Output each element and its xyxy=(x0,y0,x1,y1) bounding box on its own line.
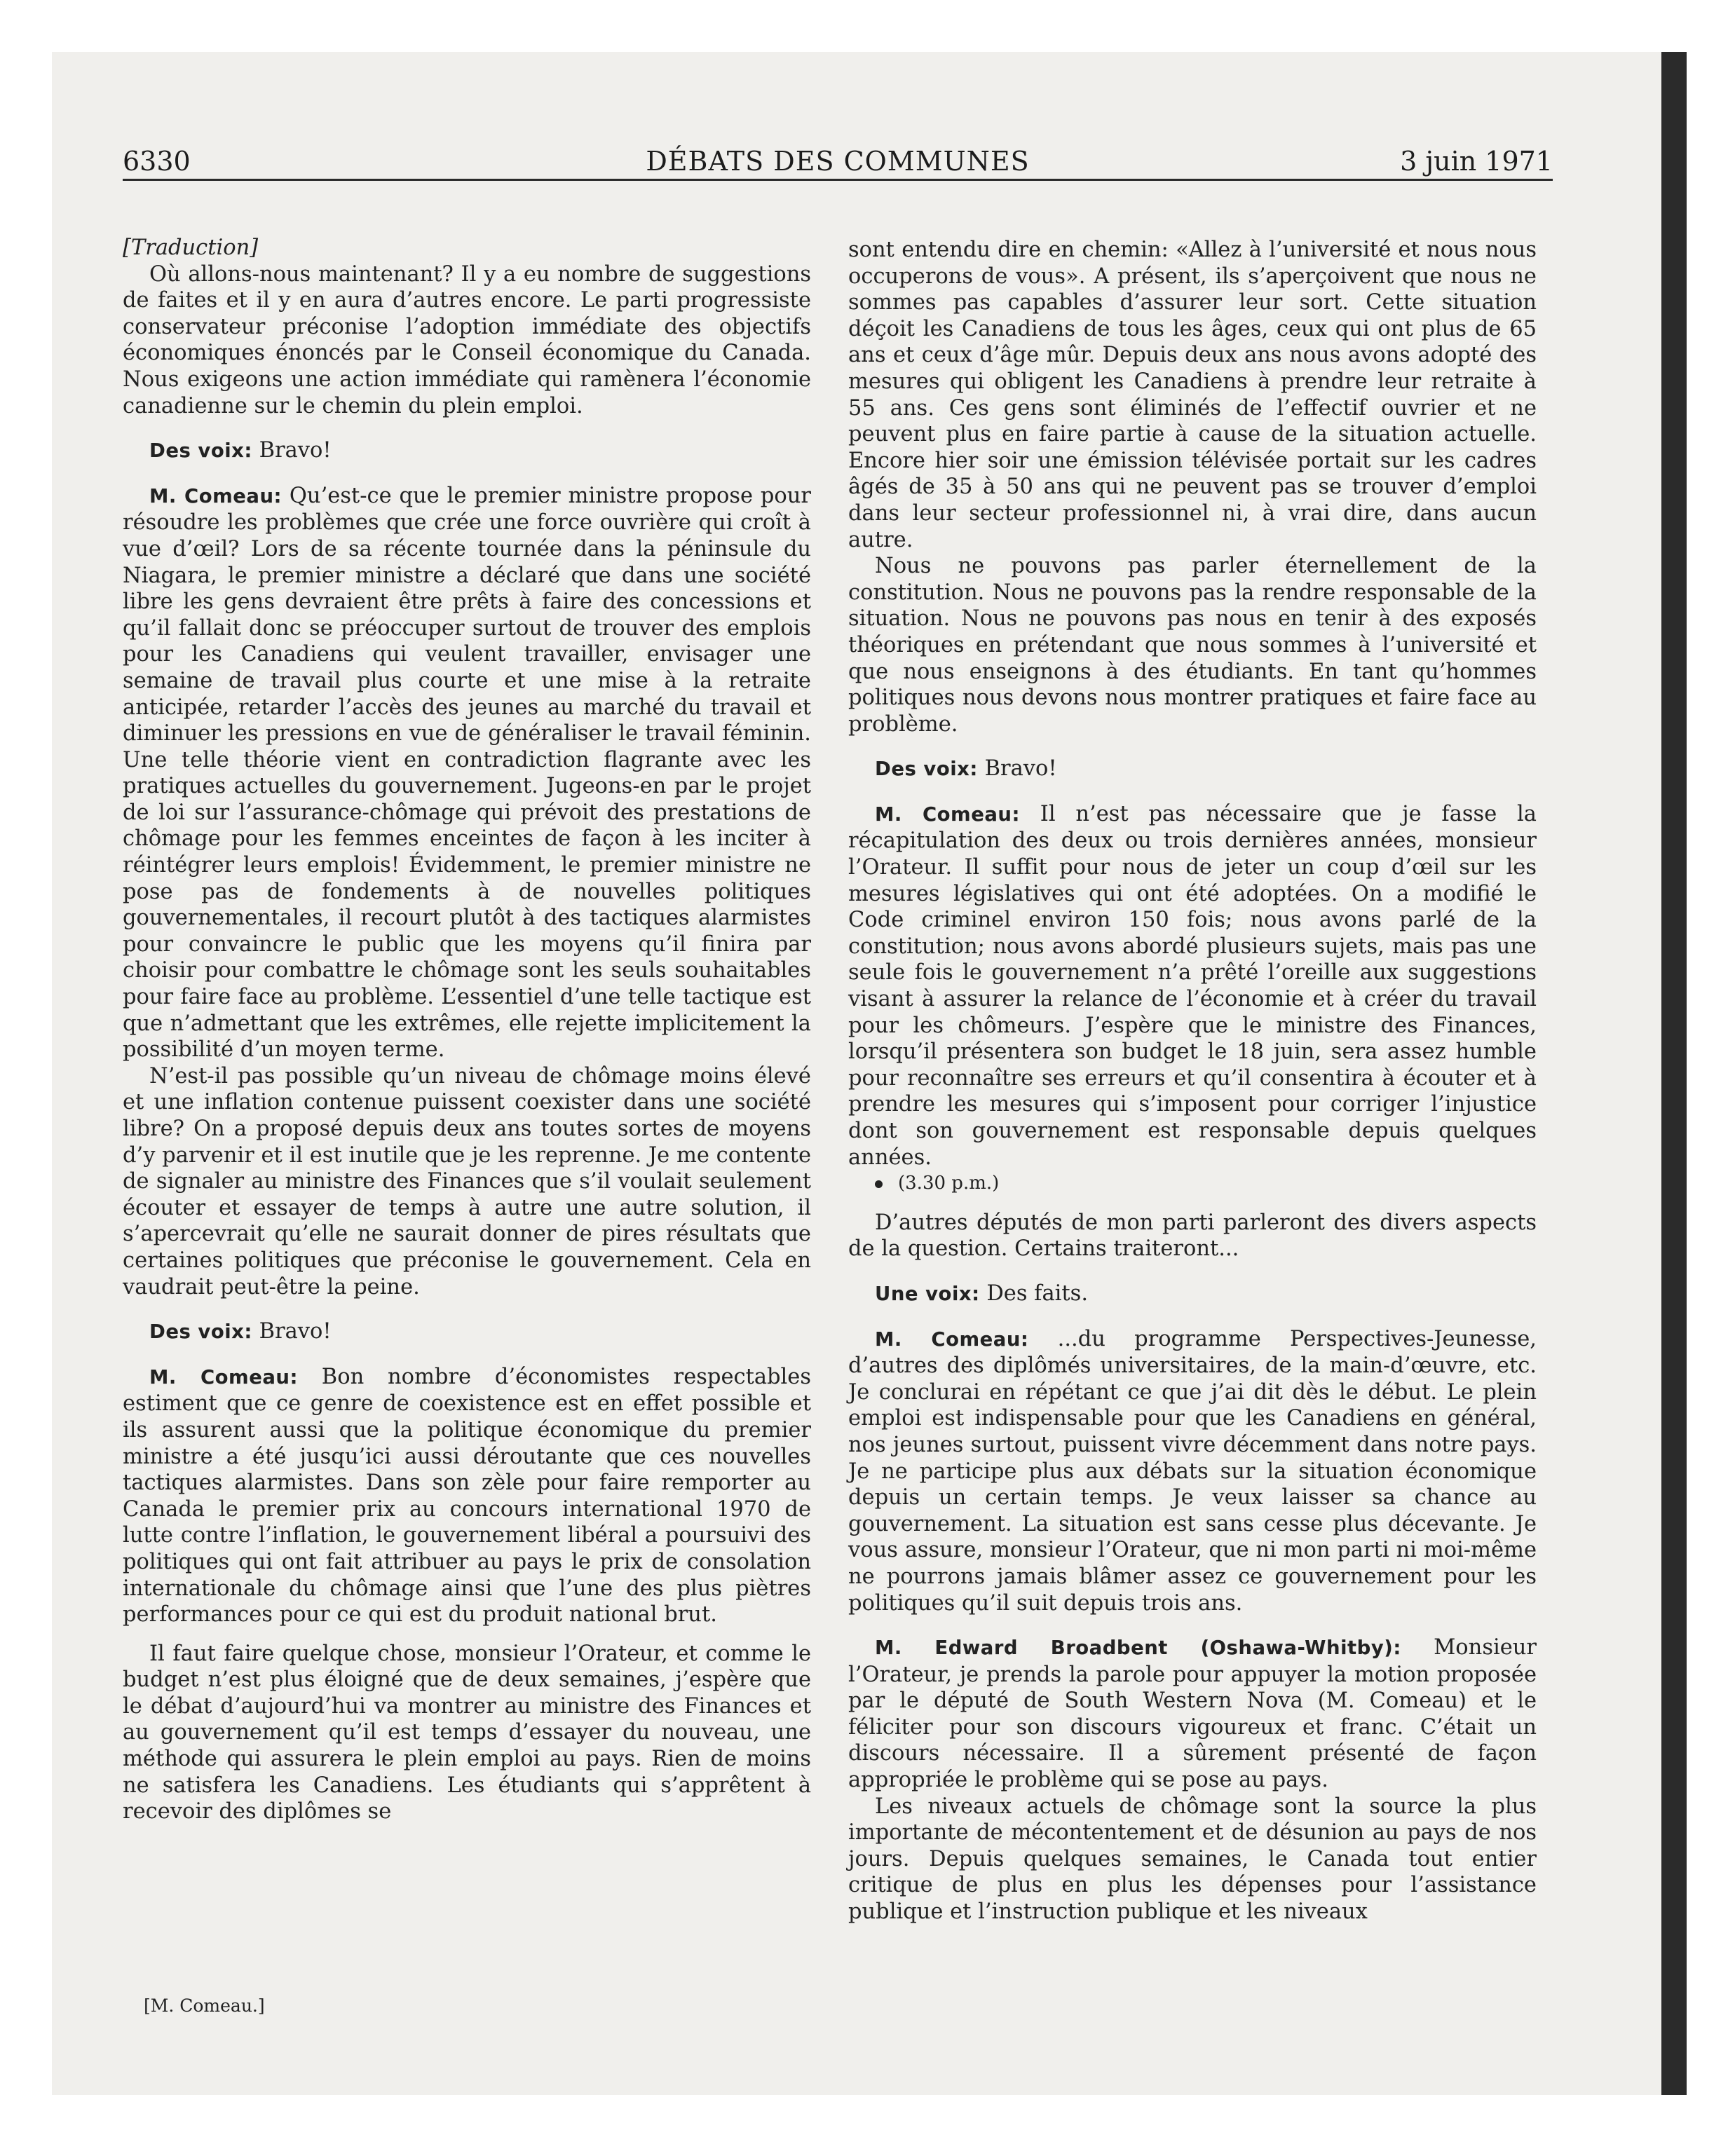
speech xyxy=(848,1635,1537,1794)
left-column xyxy=(123,235,811,1825)
interjection xyxy=(123,1318,811,1346)
right-column xyxy=(848,237,1537,1925)
speaker-name: M. Edward Broadbent (Oshawa-Whitby): xyxy=(875,1637,1401,1660)
speech xyxy=(123,483,811,1063)
interjection xyxy=(848,756,1537,783)
paragraph: Il faut faire quelque chose, monsieur l’Orateur, et comme le budget n’est plus éloigné que de deux semaines, j’espère que le débat d’aujourd’hui va montrer au ministre des Finances et au gouvernement qu’il est temps d’essayer du nouveau, une méthode qui assurera le plein emploi au pays. Rien de moins ne satisfera les Canadiens. Les étudiants qui s’apprêtent à recevoir des diplômes se xyxy=(123,1641,811,1824)
speaker-name: Une voix: xyxy=(875,1282,980,1305)
speech-text: Il n’est pas nécessaire que je fasse la récapitulation des deux ou trois dernières années, monsieur l’Orateur. Il suffit pour nous de jeter un coup d’œil sur les mesures législatives qui ont été adoptées. On a modifié le Code criminel environ 150 fois; nous avons parlé de la constitution; nous avons abordé plusieurs sujets, mais pas une seule fois le gouvernement n’a prêté l’oreille aux suggestions visant à assurer la relance de l’économie et à créer du travail pour les chômeurs. J’espère que le ministre des Finances, lorsqu’il présentera son budget le 18 juin, sera assez humble pour reconnaître ses erreurs et qu’il consentira à écouter et à prendre les mesures qui s’imposent pour corriger l’injustice dont son gouvernement est responsable depuis quelques années. xyxy=(848,801,1537,1170)
page-header xyxy=(123,146,1553,181)
speaker-name: M. Comeau: xyxy=(149,1365,298,1389)
publication-date: 3 juin 1971 xyxy=(1400,146,1553,177)
interjection-text: Des faits. xyxy=(986,1281,1089,1306)
header-rule xyxy=(123,179,1553,181)
scan-edge-shadow xyxy=(1661,52,1687,2095)
interjection-text: Bravo! xyxy=(259,438,332,463)
speech xyxy=(848,1326,1537,1617)
speech-text: Bon nombre d’économistes respectables estiment que ce genre de coexistence est en effet possible et ils assurent aussi que la politique économique du premier ministre a été jusqu’ici aussi déroutante que ces nouvelles tactiques alarmistes. Dans son zèle pour faire remporter au Canada le premier prix au concours international 1970 de lutte contre l’inflation, le gouvernement libéral a poursuivi des politiques qui ont fait attribuer au pays le prix de consolation internationale du chômage ainsi que l’une des plus piètres performances pour ce qui est du produit national brut. xyxy=(123,1364,812,1628)
speech-text: Qu’est-ce que le premier ministre propose pour résoudre les problèmes que crée une force ouvrière qui croît à vue d’œil? Lors de sa récente tournée dans la péninsule du Niagara, le premier ministre a déclaré que dans une société libre les gens devraient être prêts à faire des concessions et qu’il fallait donc se préoccuper surtout de trouver des emplois pour les Canadiens qui veulent travailler, envisager une semaine de travail plus courte et une mise à la retraite anticipée, retarder l’accès des jeunes au marché du travail et diminuer les pressions en vue de généraliser le travail féminin. Une telle théorie vient en contradiction flagrante avec les pratiques actuelles du gouvernement. Jugeons-en par le projet de loi sur l’assurance-chômage qui prévoit des prestations de chômage pour les femmes enceintes de façon à les inciter à réintégrer leurs emplois! Évidemment, le premier ministre ne pose pas de fondements à de nouvelles politiques gouvernementales, il recourt plutôt à des tactiques alarmistes pour convaincre le public que les moyens qu’il finira par choisir pour combattre le chômage sont les seuls souhaitables pour faire face au problème. L’essentiel d’une telle tactique est que n’admettant que les extrêmes, elle rejette implicitement la possibilité d’un moyen terme. xyxy=(123,483,812,1063)
translation-tag: [Traduction] xyxy=(123,236,259,260)
speaker-name: Des voix: xyxy=(149,439,252,463)
paragraph: N’est-il pas possible qu’un niveau de chômage moins élevé et une inflation contenue puissent coexister dans une société libre? On a proposé depuis deux ans toutes sortes de moyens d’y parvenir et il est inutile que je les reprenne. Je me contente de signaler au ministre des Finances que s’il voulait seulement écouter et essayer de temps à autre une autre solution, il s’apercevrait qu’elle ne saurait donner de pires résultats que certaines politiques que préconise le gouvernement. Cela en vaudrait peut-être la peine. xyxy=(123,1063,811,1299)
speaker-name: Des voix: xyxy=(149,1321,252,1344)
interjection-text: Bravo! xyxy=(984,756,1057,782)
interjection-text: Bravo! xyxy=(259,1319,332,1344)
page-number: 6330 xyxy=(123,146,191,177)
speech xyxy=(123,1364,811,1628)
paragraph: sont entendu dire en chemin: «Allez à l’université et nous nous occuperons de vous». A présent, ils s’aperçoivent que nous ne sommes pas capables d’assurer leur sort. Cette situation déçoit les Canadiens de tous les âges, ceux qui ont plus de 65 ans et ceux d’âge mûr. Depuis deux ans nous avons adopté des mesures qui obligent les Canadiens à prendre leur retraite à 55 ans. Ces gens sont éliminés de l’effectif ouvrier et ne peuvent plus en faire partie à cause de la situation actuelle. Encore hier soir une émission télévisée portait sur les cadres âgés de 35 à 50 ans qui ne peuvent pas se trouver d’emploi dans leur secteur professionnel ni, à vrai dire, dans aucun autre. xyxy=(848,238,1537,552)
paragraph: D’autres députés de mon parti parleront des divers aspects de la question. Certains traiteront... xyxy=(848,1210,1537,1262)
time-text: (3.30 p.m.) xyxy=(898,1173,1000,1194)
interjection xyxy=(123,437,811,465)
speech-text: ...du programme Perspectives-Jeunesse, d’autres des diplômés universitaires, de la main-d’œuvre, etc. Je conclurai en répétant ce que j’ai dit dès le début. Le plein emploi est indispensable pour que les Canadiens en général, nos jeunes surtout, puissent vivre décemment dans notre pays. Je ne participe plus aux débats sur la situation économique depuis un certain temps. Je veux laisser sa chance au gouvernement. La situation est sans cesse plus décevante. Je vous assure, monsieur l’Orateur, que ni mon parti ni moi-même ne pourrons jamais blâmer assez ce gouvernement pour les politiques qu’il suit depuis trois ans. xyxy=(848,1326,1537,1616)
paragraph: Nous ne pouvons pas parler éternellement de la constitution. Nous ne pouvons pas la rendre responsable de la situation. Nous ne pouvons pas nous en tenir à des exposés théoriques en prétendant que nous sommes à l’université et que nous enseignons à des étudiants. En tant qu’hommes politiques nous devons nous montrer pratiques et faire face au problème. xyxy=(848,554,1537,737)
speaker-name: Des voix: xyxy=(875,758,978,781)
speech xyxy=(848,801,1537,1171)
speaker-name: M. Comeau: xyxy=(875,803,1020,826)
speaker-name: M. Comeau: xyxy=(875,1328,1029,1351)
interjection xyxy=(848,1281,1537,1308)
bullet-icon xyxy=(875,1180,883,1188)
paragraph: Où allons-nous maintenant? Il y a eu nombre de suggestions de faites et il y en aura d’autres encore. Le parti progressiste conservateur préconise l’adoption immédiate des objectifs économiques énoncés par le Conseil économique du Canada. Nous exigeons une action immédiate qui ramènera l’économie canadienne sur le chemin du plein emploi. xyxy=(123,261,811,418)
paragraph: Les niveaux actuels de chômage sont la source la plus importante de mécontentement et de désunion au pays de nos jours. Depuis quelques semaines, le Canada tout entier critique de plus en plus les dépenses pour l’assistance publique et l’instruction publique et les niveaux xyxy=(848,1794,1537,1925)
speech-text: Monsieur l’Orateur, je prends la parole pour appuyer la motion proposée par le député de South Western Nova (M. Comeau) et le féliciter pour son discours vigoureux et franc. C’était un discours nécessaire. Il a sûrement présenté de façon appropriée le problème qui se pose au pays. xyxy=(848,1635,1537,1793)
publication-title: DÉBATS DES COMMUNES xyxy=(646,146,1030,177)
time-stamp xyxy=(848,1171,1537,1197)
speaker-footer-tag: [M. Comeau.] xyxy=(144,1995,265,2016)
speaker-name: M. Comeau: xyxy=(149,484,283,507)
